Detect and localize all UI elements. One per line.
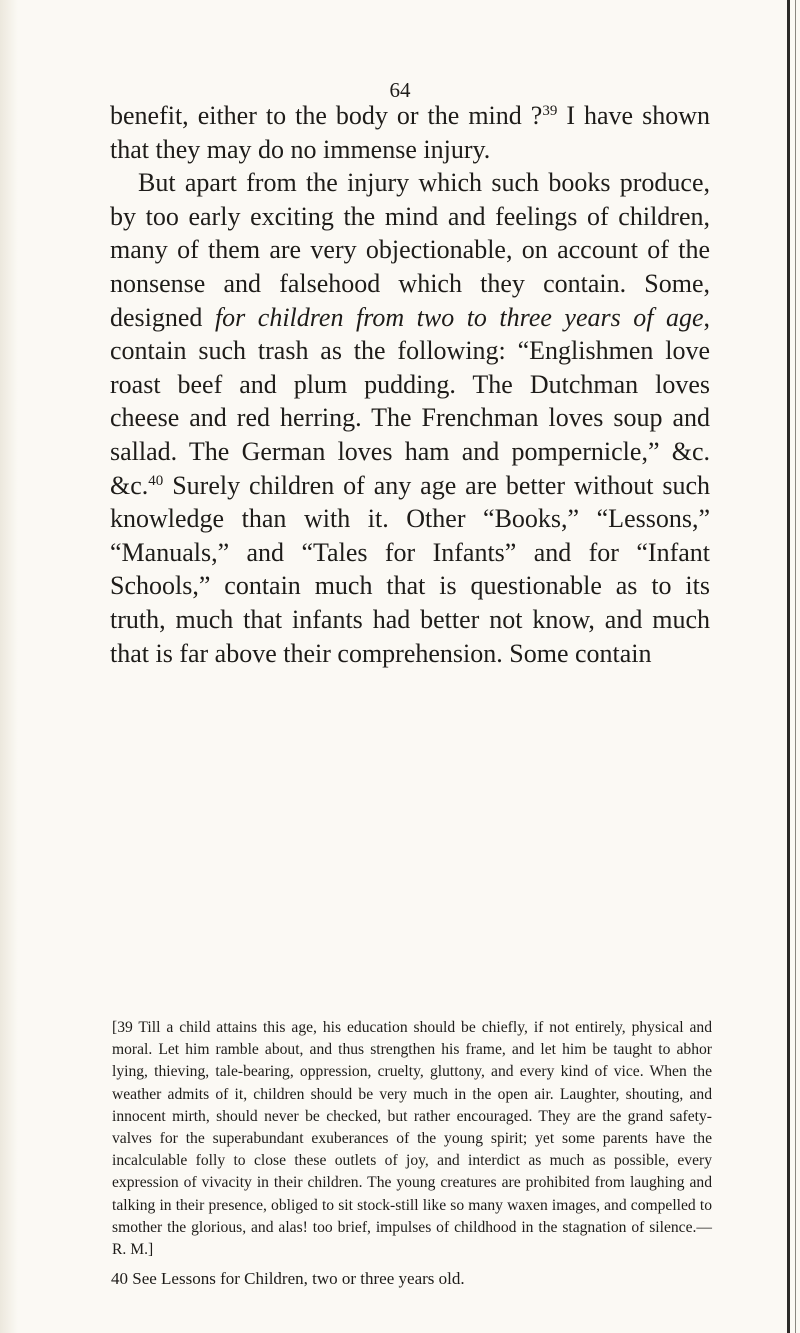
footnote-39 [112,1017,712,1261]
paragraph-1-text-end: I have shown that they may do no immense injury. [110,101,710,164]
paragraph-2-text-end: Surely children of any age are better without such knowledge than with it. Other “Books,” “Lessons,” “Manuals,” and “Tales for Infants” and for “Infant Schools,” contain much that is questionable as to its truth, much that infants had better not know, and much that is far above their comprehension. Some contain [110,470,710,668]
page-number: 64 [389,78,411,102]
page-edge-line-thin [795,0,796,1333]
paragraph-2-text-middle: , contain such trash as the following: “Englishmen love roast beef and plum pudding. The Dutchman loves cheese and red herring. The Frenchman loves soup and sallad. The German loves ham and pompernicle,” &c. &c. [110,302,710,500]
paragraph-2 [110,166,710,670]
page-edge-line [787,0,790,1333]
paragraph-1-text: benefit, either to the body or the mind ? [110,101,543,130]
footnote-ref-40: 40 [148,472,164,489]
paragraph-2-italic: for children from two to three years of age [214,302,704,332]
footnote-ref-39: 39 [542,103,558,119]
paragraph-2-text-start: But apart from the injury which such books produce, by too early exciting the mind and feelings of children, many of them are very objectionable, on account of the nonsense and falsehood which they contain. Some, designed [110,168,710,332]
footnote-39-text: [39 Till a child attains this age, his education should be chiefly, if not entirely, physical and moral. Let him ramble about, and thus strengthen his frame, and let him be taught to abhor lying, thieving, tale-bearing, oppression, cruelty, gluttony, and every kind of vice. When the weather admits of it, children should be very much in the open air. Laughter, shouting, and innocent mirth, should never be checked, but rather encouraged. They are the grand safety-valves for the superabundant exuberances of the young spirit; yet some parents have the incalculable folly to close these outlets of joy, and interdict as much as possible, every expression of vivacity in their children. The young creatures are prohibited from laughing and talking in their presence, obliged to sit stock-still like so many waxen images, and compelled to smother the glorious, and alas! too brief, impulses of childhood in the stagnation of silence.—R. M.] [112,1019,712,1259]
page-gutter-shadow [0,0,18,1333]
paragraph-1 [110,99,710,166]
footnote-40: 40 See Lessons for Children, two or three years old. [111,1269,465,1288]
main-text [110,99,710,670]
